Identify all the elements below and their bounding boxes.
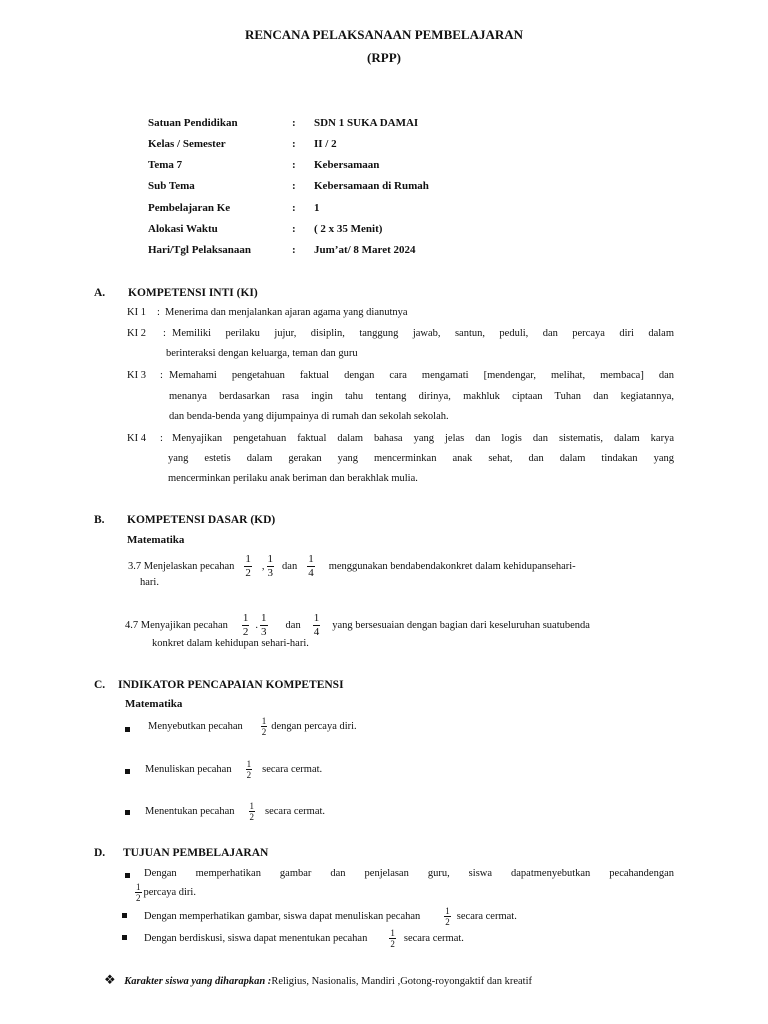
info-value-kelas: II / 2: [314, 138, 337, 150]
section-d-letter: D.: [94, 847, 106, 859]
info-colon: :: [292, 223, 296, 235]
fraction-denominator: 2: [136, 893, 141, 903]
document-title: RENCANA PELAKSANAAN PEMBELAJARAN: [244, 27, 524, 42]
karakter-row: [104, 972, 532, 990]
indikator-item: [145, 759, 322, 780]
section-d-title: TUJUAN PEMBELAJARAN: [123, 847, 269, 859]
fraction-denominator: 2: [390, 939, 395, 949]
kd-3-7-prefix: 3.7 Menjelaskan pecahan: [128, 560, 235, 572]
tujuan-3-prefix: Dengan berdiskusi, siswa dapat menentukan pecahan: [144, 932, 368, 944]
kd-4-7-prefix: 4.7 Menyajikan pecahan: [125, 619, 228, 631]
fraction-numerator: 1: [308, 553, 314, 565]
ki4-line1: Menyajikan pengetahuan faktual dalam bahasa yang jelas dan logis dan sistematis, dalam karya: [172, 433, 674, 444]
bullet-icon: [122, 935, 127, 940]
info-value-hari: Jum’at/ 8 Maret 2024: [314, 244, 416, 256]
fraction-denominator: 2: [261, 727, 267, 737]
fraction-denominator: 2: [242, 626, 249, 638]
fraction-numerator: 1: [267, 553, 274, 565]
fraction-numerator: 1: [245, 553, 251, 565]
fraction-denominator: 3: [261, 626, 267, 638]
fraction-denominator: 4: [313, 626, 320, 638]
info-label-kelas: Kelas / Semester: [148, 138, 226, 150]
tujuan-2: [144, 906, 517, 927]
ki1-label: KI 1: [127, 307, 146, 318]
fraction-denominator: 2: [245, 567, 251, 579]
ki4-line2: yang estetis dalam gerakan yang mencerminkan anak sehat, dan dalam tindakan yang: [168, 453, 674, 464]
info-colon: :: [292, 117, 296, 129]
info-label-tema: Tema 7: [148, 159, 183, 171]
ki2-sep: :: [163, 328, 166, 339]
diamond-bullet-icon: ❖: [104, 972, 116, 987]
info-value-satuan: SDN 1 SUKA DAMAI: [314, 117, 419, 129]
info-colon: :: [292, 138, 296, 150]
fraction-half: [261, 716, 268, 737]
kd-3-7-sep1: ,: [261, 560, 265, 572]
indikator-suffix: secara cermat.: [265, 805, 326, 817]
bullet-icon: [122, 913, 127, 918]
bullet-icon: [125, 727, 130, 732]
info-label-satuan: Satuan Pendidikan: [148, 117, 238, 129]
fraction-denominator: 2: [249, 812, 255, 822]
info-colon: :: [292, 180, 296, 192]
fraction-half: [244, 553, 252, 580]
document-subtitle: (RPP): [367, 50, 401, 65]
fraction-half: [135, 882, 142, 903]
section-c-subject: Matematika: [125, 698, 183, 710]
karakter-label: Karakter siswa yang diharapkan :: [124, 976, 272, 987]
karakter-value: Religius, Nasionalis, Mandiri ,Gotong-royongaktif dan kreatif: [271, 976, 533, 987]
info-label-alokasi: Alokasi Waktu: [148, 223, 218, 235]
ki3-sep: :: [160, 370, 163, 381]
indikator-suffix: secara cermat.: [262, 763, 323, 775]
fraction-denominator: 2: [246, 770, 252, 780]
fraction-numerator: 1: [445, 906, 450, 916]
ki2-label: KI 2: [127, 328, 146, 339]
indikator-suffix: dengan percaya diri.: [271, 720, 357, 732]
indikator-item: [148, 716, 357, 737]
fraction-third: [267, 553, 275, 580]
info-colon: :: [292, 202, 296, 214]
tujuan-2-suffix: secara cermat.: [456, 910, 517, 922]
fraction-numerator: 1: [249, 801, 255, 811]
info-value-pembelajaran: 1: [314, 202, 320, 214]
kd-4-7: [125, 612, 590, 639]
ki3-line2: menanya berdasarkan rasa ingin tahu tentang dirinya, makhluk ciptaan Tuhan dan kegiatannya,: [169, 391, 674, 402]
fraction-numerator: 1: [242, 612, 249, 624]
fraction-half: [249, 801, 256, 822]
fraction-half: [242, 612, 250, 639]
fraction-denominator: 2: [445, 917, 450, 927]
fraction-numerator: 1: [246, 759, 252, 769]
fraction-half: [389, 928, 396, 949]
fraction-half: [444, 906, 451, 927]
ki1-sep: :: [157, 307, 160, 318]
info-label-subtema: Sub Tema: [148, 180, 195, 192]
info-value-subtema: Kebersamaan di Rumah: [314, 180, 429, 192]
fraction-quarter: [313, 612, 321, 639]
info-label-pembelajaran: Pembelajaran Ke: [148, 202, 231, 214]
fraction-denominator: 3: [267, 567, 274, 579]
info-label-hari: Hari/Tgl Pelaksanaan: [148, 244, 251, 256]
section-a-letter: A.: [94, 287, 106, 299]
ki1-text: Menerima dan menjalankan ajaran agama yang dianutnya: [165, 307, 408, 318]
kd-3-7-sep2: dan: [282, 560, 298, 572]
section-b-title: KOMPETENSI DASAR (KD): [127, 514, 276, 526]
section-a-title: KOMPETENSI INTI (KI): [128, 287, 258, 299]
ki4-line3: mencerminkan perilaku anak beriman dan berakhlak mulia.: [168, 473, 418, 484]
info-value-tema: Kebersamaan: [314, 159, 380, 171]
kd-3-7-line2: hari.: [140, 577, 159, 588]
bullet-icon: [125, 810, 130, 815]
fraction-numerator: 1: [390, 928, 395, 938]
tujuan-1-line2: percaya diri.: [143, 886, 196, 898]
section-b-letter: B.: [94, 514, 105, 526]
info-colon: :: [292, 244, 296, 256]
ki3-line3: dan benda-benda yang dijumpainya di rumah dan sekolah sekolah.: [169, 411, 449, 422]
section-c-title: INDIKATOR PENCAPAIAN KOMPETENSI: [118, 679, 344, 691]
indikator-prefix: Menentukan pecahan: [145, 805, 235, 817]
ki3-line1: Memahami pengetahuan faktual dengan cara mengamati [mendengar, melihat, membaca] dan: [169, 370, 674, 381]
kd-4-7-sep1: .: [255, 619, 259, 631]
ki3-label: KI 3: [127, 370, 146, 381]
tujuan-1-line2-row: [133, 882, 196, 903]
tujuan-2-prefix: Dengan memperhatikan gambar, siswa dapat menuliskan pecahan: [144, 910, 421, 922]
section-b-subject: Matematika: [127, 534, 185, 546]
bullet-icon: [125, 873, 130, 878]
fraction-numerator: 1: [313, 612, 320, 624]
fraction-numerator: 1: [136, 882, 141, 892]
kd-4-7-suffix: yang bersesuaian dengan bagian dari keseluruhan suatubenda: [332, 619, 590, 631]
ki4-sep: :: [160, 433, 163, 444]
info-value-alokasi: ( 2 x 35 Menit): [314, 223, 383, 235]
fraction-denominator: 4: [308, 567, 314, 579]
tujuan-3-suffix: secara cermat.: [403, 932, 464, 944]
fraction-numerator: 1: [261, 716, 267, 726]
ki2-line1: Memiliki perilaku jujur, disiplin, tanggung jawab, santun, peduli, dan percaya diri dalam: [172, 328, 674, 339]
section-c-letter: C.: [94, 679, 106, 691]
kd-3-7-suffix: menggunakan bendabendakonkret dalam kehidupansehari-: [328, 560, 576, 572]
bullet-icon: [125, 769, 130, 774]
fraction-numerator: 1: [261, 612, 267, 624]
fraction-quarter: [307, 553, 315, 580]
tujuan-1-line1: Dengan memperhatikan gambar dan penjelasan guru, siswa dapatmenyebutkan pecahandengan: [144, 868, 674, 879]
kd-4-7-line2: konkret dalam kehidupan sehari-hari.: [152, 638, 309, 649]
kd-3-7: [128, 553, 576, 580]
indikator-item: [145, 801, 325, 822]
ki4-label: KI 4: [127, 433, 146, 444]
fraction-half: [246, 759, 253, 780]
indikator-prefix: Menyebutkan pecahan: [148, 720, 243, 732]
tujuan-3: [144, 928, 464, 949]
fraction-third: [260, 612, 268, 639]
info-colon: :: [292, 159, 296, 171]
indikator-prefix: Menuliskan pecahan: [145, 763, 232, 775]
ki2-line2: berinteraksi dengan keluarga, teman dan guru: [166, 348, 358, 359]
kd-4-7-sep2: dan: [285, 619, 301, 631]
